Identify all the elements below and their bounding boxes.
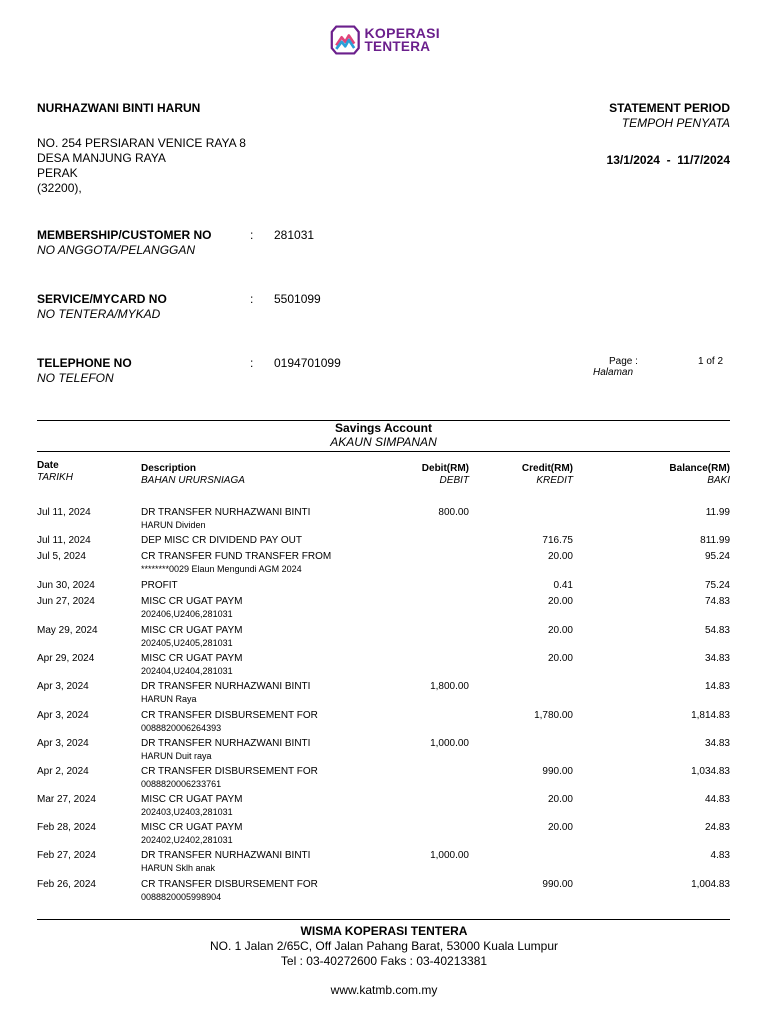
membership-value: 281031 [274, 228, 315, 242]
account-title: Savings Account [335, 421, 432, 435]
tx-description [141, 710, 318, 734]
tx-desc-line1: CR TRANSFER FUND TRANSFER FROM [141, 551, 332, 562]
tx-date: Apr 3, 2024 [37, 710, 89, 721]
tx-desc-line1: MISC CR UGAT PAYM [141, 794, 243, 805]
tx-desc-line2: 202405,U2405,281031 [141, 638, 233, 648]
tx-description [141, 850, 310, 874]
tx-balance: 1,004.83 [691, 879, 730, 890]
tx-balance: 1,034.83 [691, 766, 730, 777]
tx-desc-line2: 0088820006233761 [141, 779, 222, 789]
col-debit-sublabel: DEBIT [439, 475, 469, 486]
logo-wordmark [364, 27, 440, 53]
tx-description [141, 766, 318, 790]
col-date-sublabel: TARIKH [37, 472, 73, 483]
tx-date: Apr 3, 2024 [37, 681, 89, 692]
col-credit-label: Credit(RM) [521, 463, 573, 474]
tx-balance: 11.99 [705, 507, 730, 518]
col-balance-label: Balance(RM) [669, 463, 730, 474]
address-line: DESA MANJUNG RAYA [37, 151, 166, 165]
tx-balance: 24.83 [704, 822, 730, 833]
header-divider [37, 451, 730, 452]
tx-credit: 20.00 [547, 596, 573, 607]
tx-description [141, 738, 310, 762]
tx-desc-line1: DR TRANSFER NURHAZWANI BINTI [141, 507, 311, 518]
tx-date: Apr 3, 2024 [37, 738, 89, 749]
footer-title: WISMA KOPERASI TENTERA [300, 924, 468, 938]
tx-balance: 34.83 [704, 738, 730, 749]
tx-date: Feb 28, 2024 [37, 822, 96, 833]
tx-credit: 20.00 [547, 822, 573, 833]
tx-desc-line2: 0088820005998904 [141, 892, 222, 902]
tx-desc-line1: MISC CR UGAT PAYM [141, 625, 243, 636]
tx-balance: 34.83 [704, 653, 730, 664]
service-value: 5501099 [274, 292, 321, 306]
tx-balance: 14.83 [704, 681, 730, 692]
tx-desc-line2: 202406,U2406,281031 [141, 609, 233, 619]
tx-debit: 800.00 [438, 507, 469, 518]
tx-balance: 54.83 [704, 625, 730, 636]
tx-balance: 95.24 [704, 551, 730, 562]
tx-date: May 29, 2024 [37, 625, 98, 636]
col-date-label: Date [37, 460, 59, 471]
col-description-label: Description [141, 463, 197, 474]
logo-line2: TENTERA [364, 39, 431, 54]
telephone-colon: : [250, 356, 254, 370]
customer-name: NURHAZWANI BINTI HARUN [37, 101, 201, 115]
tx-credit: 0.41 [553, 580, 573, 591]
statement-period-title: STATEMENT PERIOD [609, 101, 730, 115]
tx-date: Apr 2, 2024 [37, 766, 89, 777]
tx-description [141, 551, 331, 575]
tx-date: Apr 29, 2024 [37, 653, 95, 664]
page-number: 1 of 2 [698, 356, 724, 367]
logo-emblem-icon [330, 23, 360, 57]
tx-desc-line2: HARUN Duit raya [141, 751, 212, 761]
tx-description [141, 794, 243, 818]
tx-description [141, 535, 302, 547]
tx-debit: 1,000.00 [430, 738, 469, 749]
tx-date: Jun 27, 2024 [37, 596, 95, 607]
tx-desc-line1: DR TRANSFER NURHAZWANI BINTI [141, 850, 311, 861]
tx-balance: 4.83 [710, 850, 730, 861]
tx-credit: 1,780.00 [534, 710, 573, 721]
tx-desc-line1: DR TRANSFER NURHAZWANI BINTI [141, 738, 311, 749]
address-line: PERAK [37, 166, 78, 180]
footer-contact: Tel : 03-40272600 Faks : 03-40213381 [280, 954, 488, 968]
footer-website-link[interactable]: www.katmb.com.my [330, 983, 438, 997]
tx-date: Jun 30, 2024 [37, 580, 95, 591]
membership-sublabel: NO ANGGOTA/PELANGGAN [37, 243, 196, 257]
tx-desc-line2: ********0029 Elaun Mengundi AGM 2024 [141, 564, 302, 574]
tx-credit: 20.00 [547, 653, 573, 664]
tx-description [141, 596, 243, 620]
tx-date: Jul 5, 2024 [37, 551, 86, 562]
address-line: (32200), [37, 181, 82, 195]
statement-period-range: 13/1/2024 - 11/7/2024 [606, 153, 730, 167]
page-label: Page : [609, 356, 638, 367]
tx-credit: 20.00 [547, 625, 573, 636]
telephone-label: TELEPHONE NO [37, 356, 132, 370]
tx-description [141, 653, 243, 677]
tx-desc-line1: DR TRANSFER NURHAZWANI BINTI [141, 681, 311, 692]
tx-description [141, 822, 243, 846]
tx-balance: 75.24 [704, 580, 730, 591]
telephone-sublabel: NO TELEFON [37, 371, 114, 385]
tx-description [141, 879, 318, 903]
tx-debit: 1,000.00 [430, 850, 469, 861]
tx-desc-line2: 0088820006264393 [141, 723, 222, 733]
service-colon: : [250, 292, 254, 306]
tx-credit: 990.00 [542, 879, 573, 890]
tx-desc-line1: MISC CR UGAT PAYM [141, 596, 243, 607]
col-credit-sublabel: KREDIT [536, 475, 573, 486]
logo-line1: KOPERASI [364, 25, 440, 41]
tx-balance: 74.83 [704, 596, 730, 607]
tx-credit: 990.00 [542, 766, 573, 777]
footer-address: NO. 1 Jalan 2/65C, Off Jalan Pahang Barat, 53000 Kuala Lumpur [210, 939, 558, 953]
tx-desc-line1: PROFIT [141, 580, 178, 591]
account-subtitle: AKAUN SIMPANAN [330, 435, 437, 449]
tx-date: Jul 11, 2024 [37, 507, 91, 518]
tx-desc-line1: DEP MISC CR DIVIDEND PAY OUT [141, 535, 302, 546]
tx-desc-line2: 202403,U2403,281031 [141, 807, 233, 817]
tx-credit: 20.00 [547, 794, 573, 805]
page-sublabel: Halaman [593, 367, 634, 378]
col-balance-sublabel: BAKI [707, 475, 730, 486]
tx-desc-line1: CR TRANSFER DISBURSEMENT FOR [141, 710, 318, 721]
membership-label: MEMBERSHIP/CUSTOMER NO [37, 228, 212, 242]
tx-description [141, 681, 310, 705]
col-description-sublabel: BAHAN URURSNIAGA [141, 475, 245, 486]
service-sublabel: NO TENTERA/MYKAD [37, 307, 161, 321]
col-debit-label: Debit(RM) [421, 463, 469, 474]
membership-colon: : [250, 228, 254, 242]
tx-description [141, 580, 178, 592]
tx-description [141, 625, 243, 649]
tx-desc-line2: HARUN Sklh anak [141, 863, 216, 873]
tx-date: Feb 26, 2024 [37, 879, 96, 890]
tx-balance: 811.99 [700, 535, 730, 546]
customer-address [37, 136, 246, 196]
tx-desc-line2: 202404,U2404,281031 [141, 666, 233, 676]
tx-desc-line2: 202402,U2402,281031 [141, 835, 233, 845]
tx-desc-line1: CR TRANSFER DISBURSEMENT FOR [141, 879, 318, 890]
tx-credit: 716.75 [542, 535, 573, 546]
tx-desc-line2: HARUN Dividen [141, 520, 206, 530]
tx-desc-line1: MISC CR UGAT PAYM [141, 653, 243, 664]
service-label: SERVICE/MYCARD NO [37, 292, 167, 306]
footer-divider [37, 919, 730, 920]
tx-balance: 44.83 [704, 794, 730, 805]
tx-date: Jul 11, 2024 [37, 535, 91, 546]
statement-period-subtitle: TEMPOH PENYATA [621, 116, 730, 130]
tx-balance: 1,814.83 [691, 710, 730, 721]
address-line: NO. 254 PERSIARAN VENICE RAYA 8 [37, 136, 246, 150]
tx-date: Mar 27, 2024 [37, 794, 96, 805]
tx-desc-line1: CR TRANSFER DISBURSEMENT FOR [141, 766, 318, 777]
tx-credit: 20.00 [547, 551, 573, 562]
tx-description [141, 507, 310, 531]
koperasi-tentera-logo [330, 22, 440, 58]
tx-debit: 1,800.00 [430, 681, 469, 692]
tx-desc-line2: HARUN Raya [141, 694, 197, 704]
telephone-value: 0194701099 [274, 356, 341, 370]
tx-date: Feb 27, 2024 [37, 850, 96, 861]
tx-desc-line1: MISC CR UGAT PAYM [141, 822, 243, 833]
